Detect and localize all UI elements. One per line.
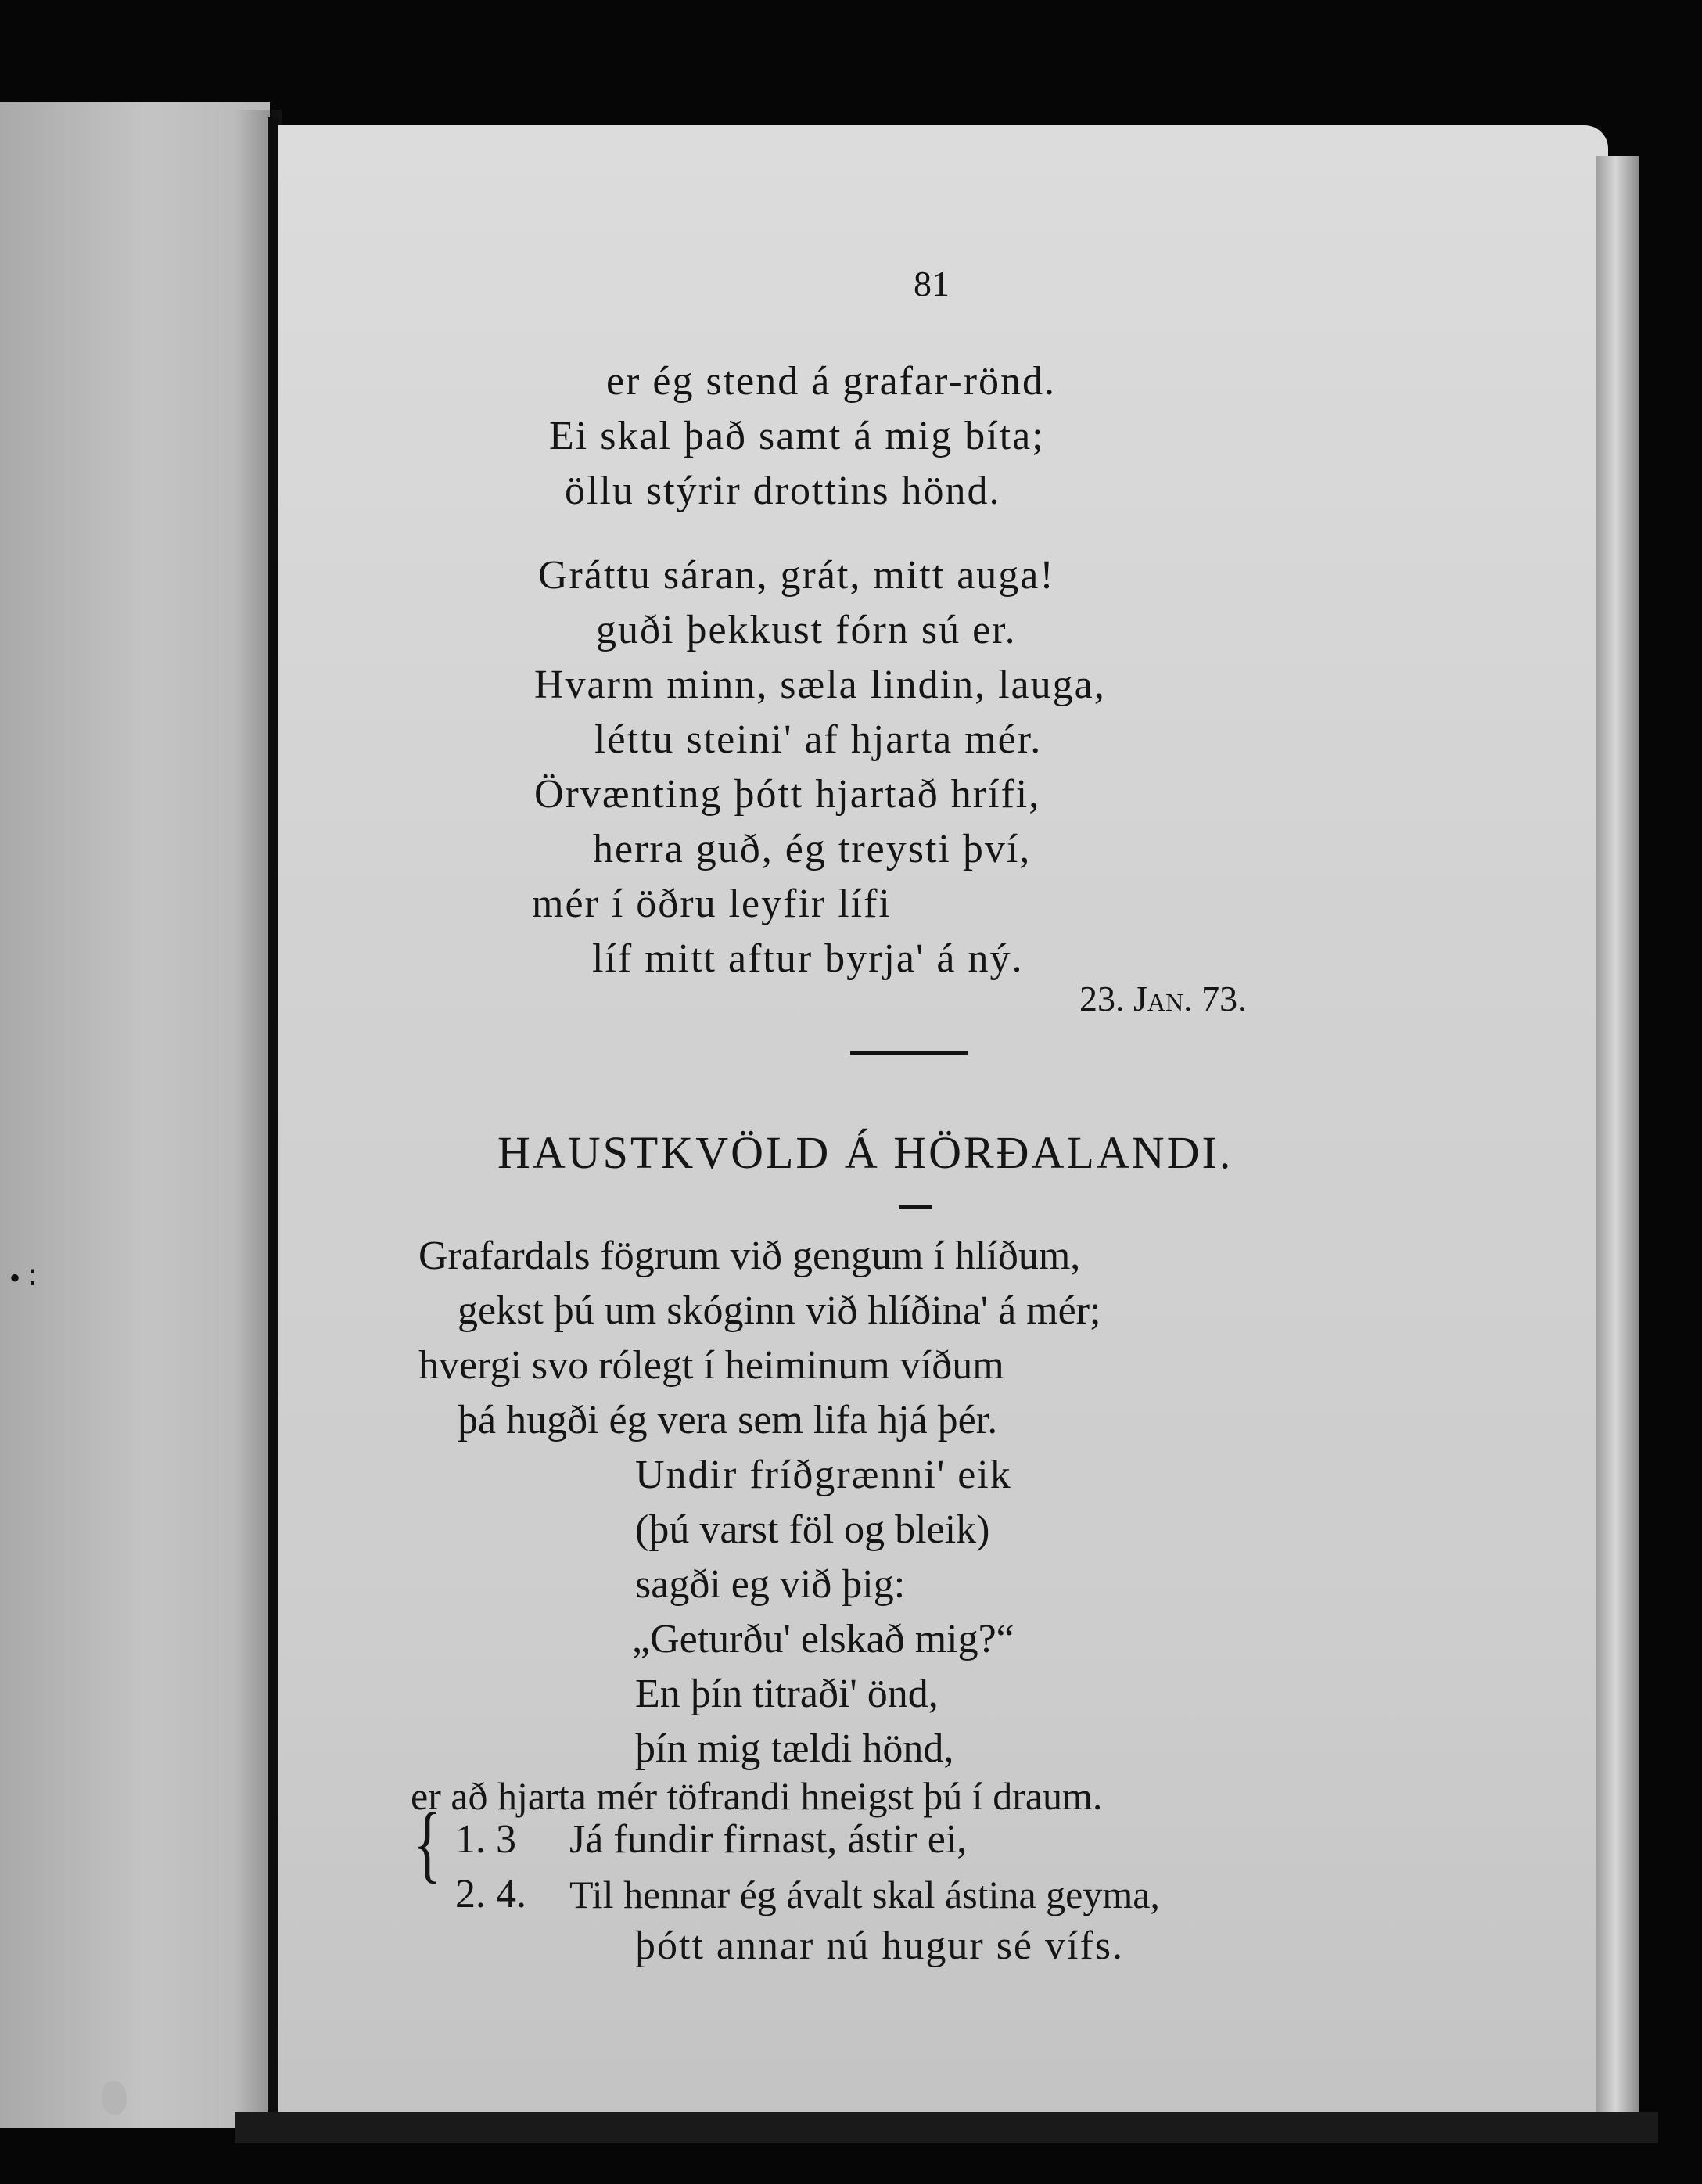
verse-line: Ei skal það samt á mig bíta;	[549, 414, 1045, 458]
verse-line: léttu steini' af hjarta mér.	[594, 717, 1043, 762]
refrain-label: 1. 3	[455, 1817, 516, 1862]
binding-spine	[268, 117, 278, 2128]
stray-marks: • ∶	[9, 1260, 37, 1295]
verse-line: herra guð, ég treysti því,	[593, 827, 1032, 871]
page-number: 81	[914, 264, 950, 304]
verse-line: hvergi svo rólegt í heiminum víðum	[418, 1343, 1004, 1388]
verse-line: er ég stend á grafar-rönd.	[606, 359, 1057, 404]
verse-line: gekst þú um skóginn við hlíðina' á mér;	[458, 1288, 1101, 1333]
verse-line: Grafardals fögrum við gengum í hlíðum,	[418, 1234, 1081, 1278]
date-month: Jan.	[1133, 979, 1193, 1018]
verse-line: sagði eg við þig:	[635, 1562, 906, 1607]
left-page-edge	[0, 102, 270, 2128]
verse-line: Hvarm minn, sæla lindin, lauga,	[534, 663, 1106, 707]
verse-line: (þú varst föl og bleik)	[635, 1507, 990, 1552]
date-signature	[1079, 978, 1247, 1019]
verse-line: öllu stýrir drottins hönd.	[565, 469, 1001, 513]
verse-line: Örvænting þótt hjartað hrífi,	[534, 772, 1041, 817]
refrain-line: Já fundir firnast, ástir ei,	[569, 1817, 968, 1862]
refrain-label: 2. 4.	[455, 1872, 526, 1916]
refrain-line: þótt annar nú hugur sé vífs.	[635, 1924, 1125, 1968]
verse-line: „Geturðu' elskað mig?“	[632, 1617, 1014, 1661]
date-day: 23.	[1079, 979, 1125, 1018]
date-year: 73.	[1201, 979, 1247, 1018]
section-divider	[850, 1051, 968, 1055]
page-stack-edge	[1596, 156, 1639, 2112]
verse-line: guði þekkust fórn sú er.	[596, 608, 1017, 652]
verse-line: En þín titraði' önd,	[635, 1672, 939, 1716]
poem-title: HAUSTKVÖLD Á HÖRÐALANDI.	[497, 1127, 1233, 1178]
bottom-shadow	[235, 2112, 1658, 2143]
verse-line: líf mitt aftur byrja' á ný.	[592, 936, 1024, 981]
verse-line: þín mig tældi hönd,	[635, 1726, 954, 1771]
refrain-line: Til hennar ég ávalt skal ástina geyma,	[569, 1873, 1160, 1916]
verse-line: Gráttu sáran, grát, mitt auga!	[538, 553, 1055, 598]
verse-line: er að hjarta mér töfrandi hneigst þú í draum.	[411, 1774, 1103, 1818]
scan-speck	[102, 2081, 127, 2115]
refrain-brace: {	[413, 1795, 442, 1891]
verse-line: þá hugði ég vera sem lifa hjá þér.	[458, 1398, 998, 1442]
verse-line: mér í öðru leyfir lífi	[532, 882, 892, 926]
verse-line: Undir fríðgrænni' eik	[635, 1453, 1012, 1497]
title-dash	[899, 1205, 932, 1209]
